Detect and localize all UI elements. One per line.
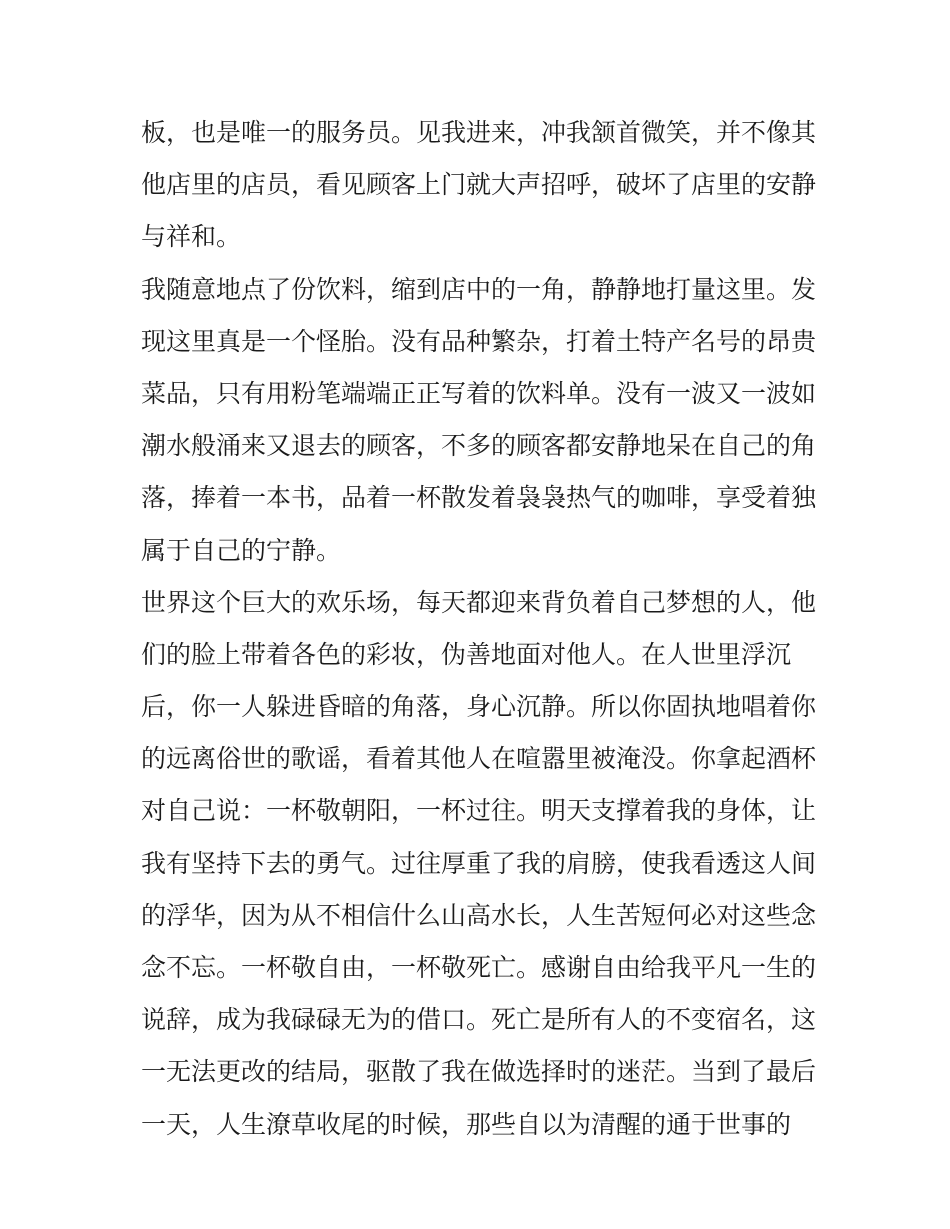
text-line: 潮水般涌来又退去的顾客，不多的顾客都安静地呆在自己的角 [141,431,817,461]
text-line: 们的脸上带着各色的彩妆，伪善地面对他人。在人世里浮沉 [141,639,792,669]
text-line: 他店里的店员，看见顾客上门就大声招呼，破坏了店里的安静 [141,170,817,200]
text-line: 一天，人生潦草收尾的时候，那些自以为清醒的通于世事的 [141,1109,792,1139]
text-line: 现这里真是一个怪胎。没有品种繁杂，打着土特产名号的昂贵 [141,326,817,356]
text-line: 菜品，只有用粉笔端端正正写着的饮料单。没有一波又一波如 [141,378,817,408]
text-line: 属于自己的宁静。 [141,535,342,565]
text-line: 一无法更改的结局，驱散了我在做选择时的迷茫。当到了最后 [141,1057,817,1087]
text-line: 与祥和。 [141,222,242,252]
text-line: 世界这个巨大的欢乐场，每天都迎来背负着自己梦想的人，他 [141,587,817,617]
text-line: 我有坚持下去的勇气。过往厚重了我的肩膀，使我看透这人间 [141,848,817,878]
text-line: 落，捧着一本书，品着一杯散发着袅袅热气的咖啡，享受着独 [141,483,817,513]
text-line: 对自己说：一杯敬朝阳，一杯过往。明天支撑着我的身体，让 [141,796,817,826]
text-line: 说辞，成为我碌碌无为的借口。死亡是所有人的不变宿名，这 [141,1005,817,1035]
text-line: 的浮华，因为从不相信什么山高水长，人生苦短何必对这些念 [141,900,817,930]
text-line: 的远离俗世的歌谣，看着其他人在喧嚣里被淹没。你拿起酒杯 [141,744,817,774]
text-line: 念不忘。一杯敬自由，一杯敬死亡。感谢自由给我平凡一生的 [141,953,817,982]
text-line: 后，你一人躲进昏暗的角落，身心沉静。所以你固执地唱着你 [141,692,817,722]
text-line: 板，也是唯一的服务员。见我进来，冲我颔首微笑，并不像其 [141,118,817,147]
text-line: 我随意地点了份饮料，缩到店中的一角，静静地打量这里。发 [141,274,817,304]
body-text [141,107,821,1151]
